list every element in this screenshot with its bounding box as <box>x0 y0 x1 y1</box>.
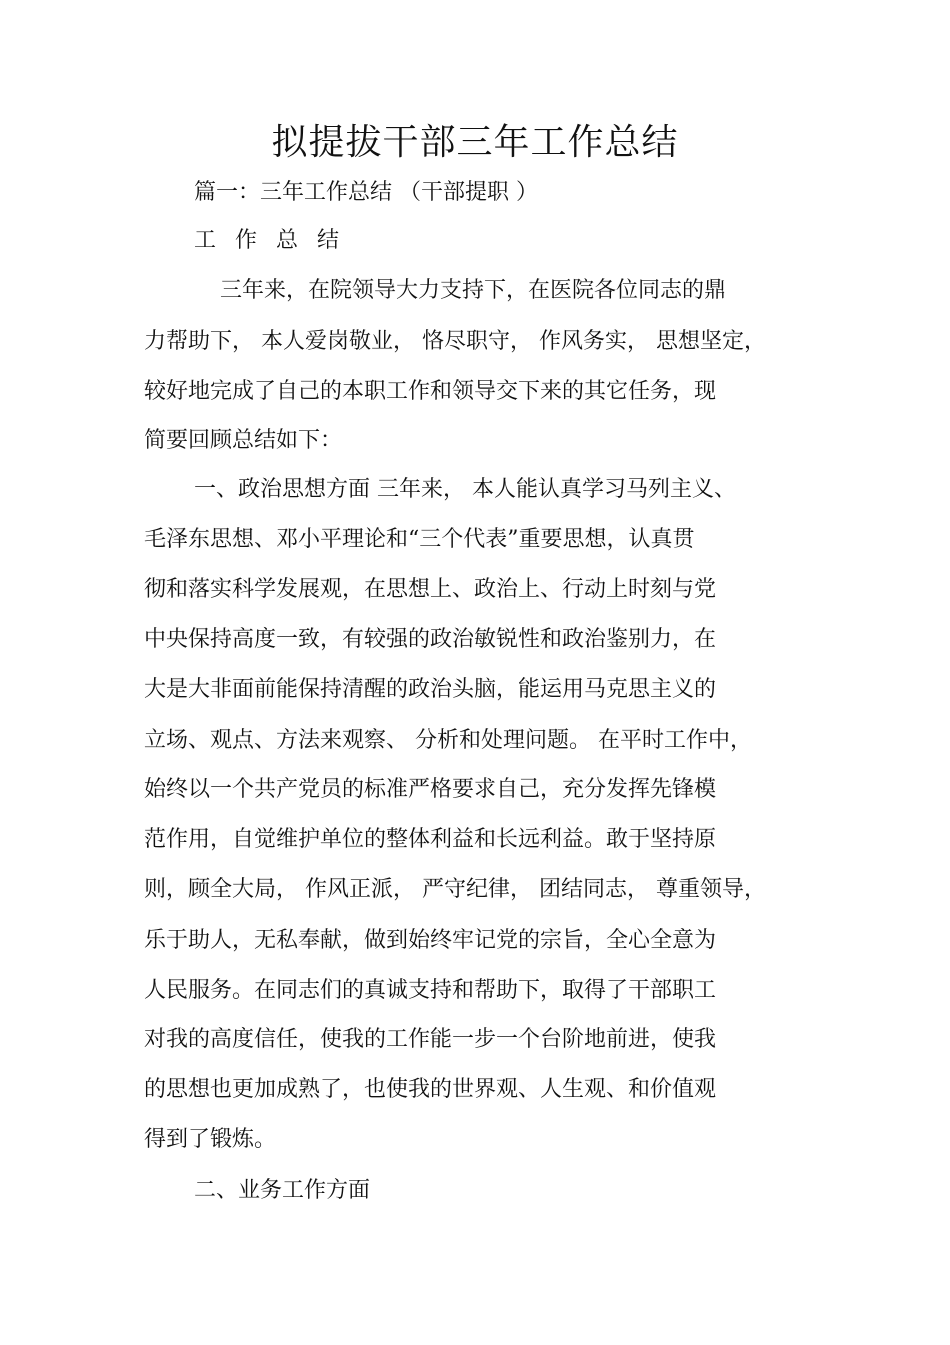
paragraph-line: 较好地完成了自己的本职工作和领导交下来的其它任务，现 <box>144 379 717 404</box>
paragraph-line: 范作用，自觉维护单位的整体利益和长远利益。敢于坚持原 <box>144 827 717 852</box>
paragraph-line: 的思想也更加成熟了，也使我的世界观、人生观、和价值观 <box>144 1077 717 1102</box>
paragraph-line: 立场、观点、方法来观察、 分析和处理问题。 在平时工作中， <box>144 728 752 753</box>
paragraph-line: 彻和落实科学发展观，在思想上、政治上、行动上时刻与党 <box>144 577 717 602</box>
paragraph-line: 乐于助人，无私奉献，做到始终牢记党的宗旨，全心全意为 <box>144 928 717 953</box>
paragraph-line: 则，顾全大局， 作风正派， 严守纪律， 团结同志， 尊重领导， <box>144 877 766 902</box>
paragraph-line: 力帮助下， 本人爱岗敬业， 恪尽职守， 作风务实， 思想坚定， <box>144 329 766 354</box>
paragraph-line: 人民服务。在同志们的真诚支持和帮助下，取得了干部职工 <box>144 978 717 1003</box>
paragraph-line: 对我的高度信任，使我的工作能一步一个台阶地前进，使我 <box>144 1027 717 1052</box>
paragraph-line: 三年来，在院领导大力支持下，在医院各位同志的鼎 <box>220 278 727 303</box>
section-heading: 工 作 总 结 <box>194 228 345 253</box>
paragraph-line: 简要回顾总结如下： <box>144 428 343 453</box>
document-subtitle: 篇一：三年工作总结 （干部提职 ） <box>194 180 538 205</box>
paragraph-line: 一、政治思想方面 三年来， 本人能认真学习马列主义、 <box>194 477 736 502</box>
paragraph-line: 中央保持高度一致，有较强的政治敏锐性和政治鉴别力，在 <box>144 627 717 652</box>
paragraph-line: 大是大非面前能保持清醒的政治头脑，能运用马克思主义的 <box>144 677 717 702</box>
document-title: 拟提拔干部三年工作总结 <box>271 122 679 163</box>
paragraph-line: 始终以一个共产党员的标准严格要求自己，充分发挥先锋模 <box>144 777 717 802</box>
paragraph-line: 毛泽东思想、邓小平理论和“三个代表”重要思想，认真贯 <box>144 527 695 552</box>
section-heading-business: 二、业务工作方面 <box>194 1178 371 1203</box>
paragraph-line: 得到了锻炼。 <box>144 1127 277 1152</box>
